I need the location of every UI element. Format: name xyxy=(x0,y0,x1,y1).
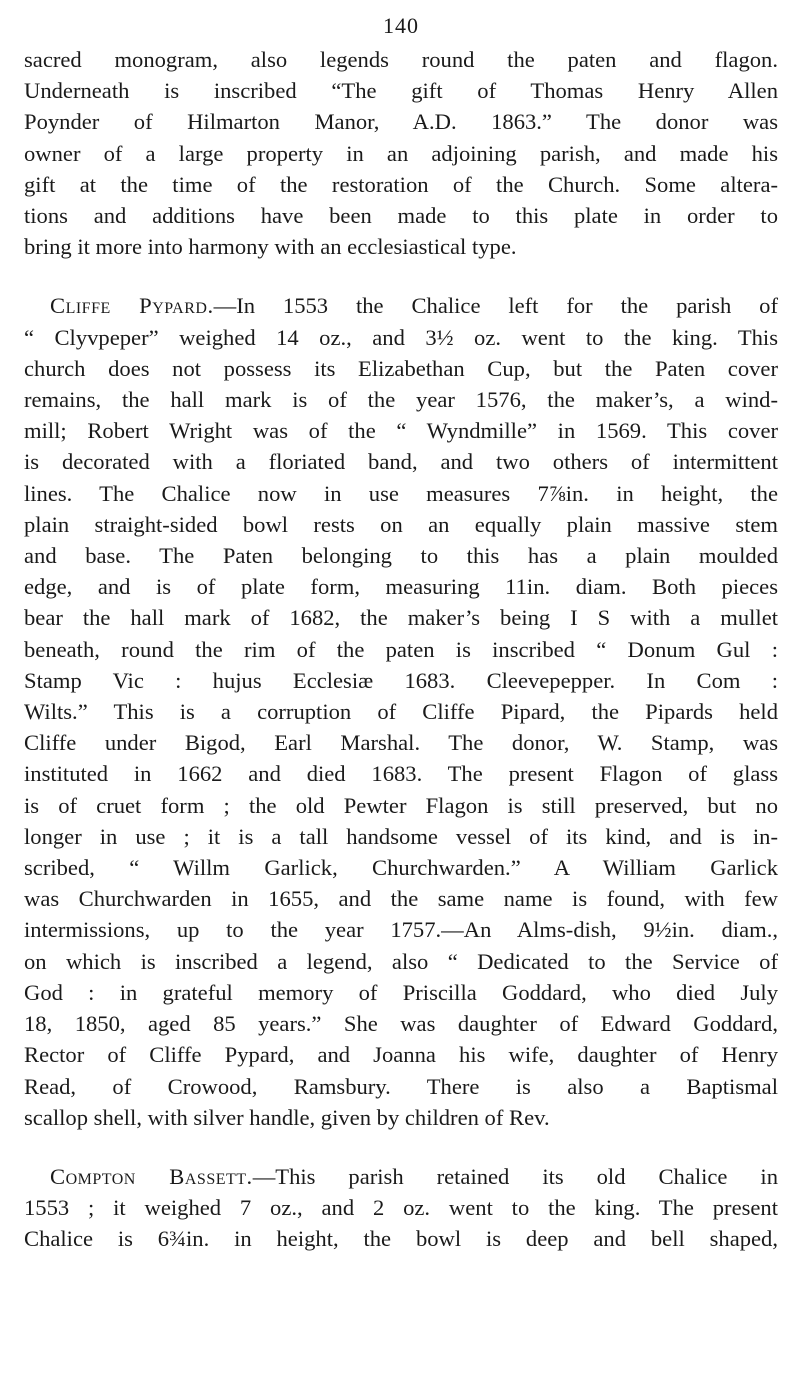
text-line: “ Clyvpeper” weighed 14 oz., and 3½ oz. went to the king. This xyxy=(24,324,778,350)
text-line: instituted in 1662 and died 1683. The present Flagon of glass xyxy=(24,761,778,787)
text-line: mill; Robert Wright was of the “ Wyndmille” in 1569. This cover xyxy=(24,418,778,444)
text-line: Underneath is inscribed “The gift of Thomas Henry Allen xyxy=(24,78,778,104)
text-line: Read, of Crowood, Ramsbury. There is also a Baptismal xyxy=(24,1073,778,1099)
text-line: intermissions, up to the year 1757.—An Alms-dish, 9½in. diam., xyxy=(24,917,778,943)
text-line: on which is inscribed a legend, also “ Dedicated to the Service of xyxy=(24,948,778,974)
text-line: Stamp Vic : hujus Ecclesiæ 1683. Cleevepepper. In Com : xyxy=(24,667,778,693)
text-line: sacred monogram, also legends round the paten and flagon. xyxy=(24,47,778,72)
document-page xyxy=(24,0,778,1255)
text-line: is decorated with a floriated band, and two others of intermittent xyxy=(24,449,778,475)
text-line: Cliffe under Bigod, Earl Marshal. The donor, W. Stamp, was xyxy=(24,730,778,756)
text-line: Wilts.” This is a corruption of Cliffe Pipard, the Pipards held xyxy=(24,699,778,725)
text-line: church does not possess its Elizabethan Cup, but the Paten cover xyxy=(24,355,778,381)
text-line: tions and additions have been made to this plate in order to xyxy=(24,203,778,229)
text-line: gift at the time of the restoration of the Church. Some altera- xyxy=(24,171,778,197)
text-line: 18, 1850, aged 85 years.” She was daughter of Edward Goddard, xyxy=(24,1011,778,1037)
page-number: 140 xyxy=(383,13,419,38)
text-line: scallop shell, with silver handle, given by children of Rev. xyxy=(24,1104,550,1130)
text-line: remains, the hall mark is of the year 1576, the maker’s, a wind- xyxy=(24,387,778,413)
text-line: scribed, “ Willm Garlick, Churchwarden.” A William Garlick xyxy=(24,855,778,881)
text-line: Rector of Cliffe Pypard, and Joanna his wife, daughter of Henry xyxy=(24,1042,778,1068)
text-line: bring it more into harmony with an ecclesiastical type. xyxy=(24,234,517,260)
text-line xyxy=(24,290,778,321)
text-line: longer in use ; it is a tall handsome vessel of its kind, and is in- xyxy=(24,823,778,849)
text-line: Chalice is 6¾in. in height, the bowl is deep and bell shaped, xyxy=(24,1226,778,1252)
text-line: and base. The Paten belonging to this has a plain moulded xyxy=(24,543,778,569)
section-heading-cliffe-pypard: Cliffe Pypard. xyxy=(50,293,214,319)
paragraph-plate-description xyxy=(24,44,778,262)
paragraph-compton-bassett xyxy=(24,1161,778,1255)
section-heading-compton-bassett: Compton Bassett. xyxy=(50,1163,253,1189)
heading-line-rest: —This parish retained its old Chalice in xyxy=(252,1163,778,1189)
text-line: edge, and is of plate form, measuring 11in. diam. Both pieces xyxy=(24,574,778,600)
heading-line-rest: —In 1553 the Chalice left for the parish of xyxy=(213,293,778,319)
text-line: lines. The Chalice now in use measures 7⅞in. in height, the xyxy=(24,480,778,506)
paragraph-cliffe-pypard xyxy=(24,290,778,1132)
text-line: 1553 ; it weighed 7 oz., and 2 oz. went to the king. The present xyxy=(24,1195,778,1221)
text-line: beneath, round the rim of the paten is inscribed “ Donum Gul : xyxy=(24,636,778,662)
text-line: Poynder of Hilmarton Manor, A.D. 1863.” The donor was xyxy=(24,109,778,135)
text-line: plain straight-sided bowl rests on an equally plain massive stem xyxy=(24,511,778,537)
text-line: was Churchwarden in 1655, and the same name is found, with few xyxy=(24,886,778,912)
text-line: God : in grateful memory of Priscilla Goddard, who died July xyxy=(24,979,778,1005)
text-line xyxy=(24,1161,778,1192)
text-line: owner of a large property in an adjoining parish, and made his xyxy=(24,140,778,166)
text-line: is of cruet form ; the old Pewter Flagon is still preserved, but no xyxy=(24,792,778,818)
text-line: bear the hall mark of 1682, the maker’s being I S with a mullet xyxy=(24,605,778,631)
